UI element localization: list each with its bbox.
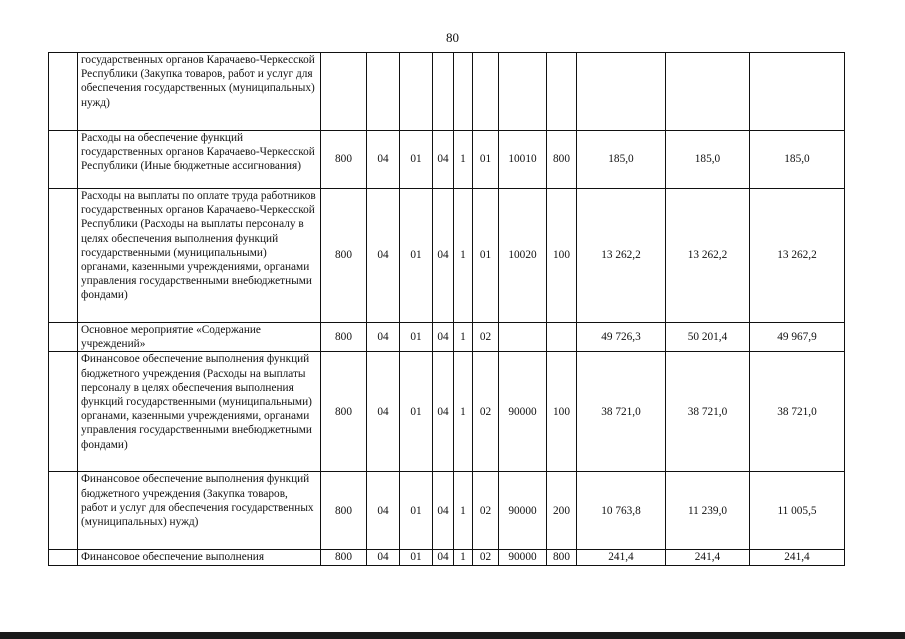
- row-number-cell: [49, 189, 78, 323]
- amount-cell: 13 262,2: [666, 189, 750, 323]
- code-cell: [547, 53, 577, 131]
- expense-name-cell: государственных органов Карачаево-Черкесской Республики (Закупка товаров, работ и услуг для обеспечения государственных (муниципальных) нужд): [78, 53, 321, 131]
- code-cell: 04: [367, 472, 400, 550]
- code-cell: 100: [547, 189, 577, 323]
- code-cell: 04: [367, 352, 400, 472]
- code-cell: 01: [473, 189, 499, 323]
- code-cell: 1: [454, 550, 473, 565]
- code-cell: 200: [547, 472, 577, 550]
- amount-cell: 50 201,4: [666, 323, 750, 352]
- code-cell: 01: [400, 550, 433, 565]
- budget-table: [48, 52, 845, 566]
- code-cell: [433, 53, 454, 131]
- amount-cell: 49 726,3: [577, 323, 666, 352]
- code-cell: 800: [321, 472, 367, 550]
- amount-cell: 185,0: [577, 131, 666, 189]
- code-cell: 01: [400, 189, 433, 323]
- code-cell: 04: [433, 472, 454, 550]
- amount-cell: 241,4: [750, 550, 845, 565]
- code-cell: 100: [547, 352, 577, 472]
- amount-cell: [750, 53, 845, 131]
- amount-cell: 241,4: [577, 550, 666, 565]
- amount-cell: 185,0: [666, 131, 750, 189]
- amount-cell: 38 721,0: [577, 352, 666, 472]
- table-row: [49, 53, 845, 131]
- expense-name-cell: Финансовое обеспечение выполнения функций бюджетного учреждения (Расходы на выплаты персоналу в целях обеспечения выполнения функций государственными (муниципальными) органами, казенными учреждениями, органами управления государственными внебюджетными фондами): [78, 352, 321, 472]
- row-number-cell: [49, 352, 78, 472]
- amount-cell: 10 763,8: [577, 472, 666, 550]
- code-cell: 04: [433, 189, 454, 323]
- amount-cell: 185,0: [750, 131, 845, 189]
- amount-cell: 13 262,2: [750, 189, 845, 323]
- code-cell: [473, 53, 499, 131]
- code-cell: 800: [547, 131, 577, 189]
- code-cell: 800: [321, 352, 367, 472]
- code-cell: 10010: [499, 131, 547, 189]
- code-cell: 10020: [499, 189, 547, 323]
- amount-cell: 13 262,2: [577, 189, 666, 323]
- expense-name-cell: Финансовое обеспечение выполнения функций бюджетного учреждения (Закупка товаров, работ и услуг для обеспечения государственных (муниципальных) нужд): [78, 472, 321, 550]
- code-cell: 01: [400, 323, 433, 352]
- table-row: [49, 131, 845, 189]
- code-cell: 1: [454, 323, 473, 352]
- row-number-cell: [49, 53, 78, 131]
- amount-cell: 11 005,5: [750, 472, 845, 550]
- amount-cell: 49 967,9: [750, 323, 845, 352]
- scan-bottom-edge: [0, 632, 905, 639]
- code-cell: 02: [473, 550, 499, 565]
- code-cell: [499, 53, 547, 131]
- code-cell: 04: [367, 131, 400, 189]
- code-cell: 04: [433, 131, 454, 189]
- code-cell: 04: [367, 323, 400, 352]
- code-cell: [321, 53, 367, 131]
- expense-name-cell: Расходы на обеспечение функций государственных органов Карачаево-Черкесской Республики (Иные бюджетные ассигнования): [78, 131, 321, 189]
- amount-cell: 38 721,0: [666, 352, 750, 472]
- code-cell: 04: [433, 323, 454, 352]
- code-cell: [367, 53, 400, 131]
- code-cell: 800: [321, 131, 367, 189]
- code-cell: 02: [473, 323, 499, 352]
- code-cell: 1: [454, 131, 473, 189]
- table-row: [49, 352, 845, 472]
- table-row: [49, 472, 845, 550]
- row-number-cell: [49, 472, 78, 550]
- code-cell: 1: [454, 352, 473, 472]
- table-row: [49, 550, 845, 565]
- page-number: 80: [446, 30, 459, 45]
- amount-cell: 241,4: [666, 550, 750, 565]
- code-cell: 04: [367, 189, 400, 323]
- code-cell: 01: [400, 131, 433, 189]
- code-cell: 02: [473, 352, 499, 472]
- code-cell: 90000: [499, 352, 547, 472]
- code-cell: [499, 323, 547, 352]
- code-cell: 01: [400, 472, 433, 550]
- amount-cell: 11 239,0: [666, 472, 750, 550]
- code-cell: 800: [321, 550, 367, 565]
- code-cell: 04: [367, 550, 400, 565]
- amount-cell: 38 721,0: [750, 352, 845, 472]
- code-cell: 800: [321, 189, 367, 323]
- table-row: [49, 189, 845, 323]
- expense-name-cell: Основное мероприятие «Содержание учреждений»: [78, 323, 321, 352]
- code-cell: 800: [547, 550, 577, 565]
- row-number-cell: [49, 131, 78, 189]
- code-cell: [547, 323, 577, 352]
- code-cell: 90000: [499, 472, 547, 550]
- code-cell: 01: [400, 352, 433, 472]
- row-number-cell: [49, 550, 78, 565]
- expense-name-cell: Расходы на выплаты по оплате труда работников государственных органов Карачаево-Черкесской Республики (Расходы на выплаты персоналу в целях обеспечения выполнения функций государственными (муниципальными) органами, казенными учреждениями, органами управления государственными внебюджетными фондами): [78, 189, 321, 323]
- code-cell: [400, 53, 433, 131]
- amount-cell: [577, 53, 666, 131]
- code-cell: 02: [473, 472, 499, 550]
- code-cell: 1: [454, 189, 473, 323]
- code-cell: 04: [433, 352, 454, 472]
- code-cell: 90000: [499, 550, 547, 565]
- code-cell: 01: [473, 131, 499, 189]
- expense-name-cell: Финансовое обеспечение выполнения: [78, 550, 321, 565]
- code-cell: [454, 53, 473, 131]
- row-number-cell: [49, 323, 78, 352]
- code-cell: 04: [433, 550, 454, 565]
- code-cell: 800: [321, 323, 367, 352]
- table-row: [49, 323, 845, 352]
- code-cell: 1: [454, 472, 473, 550]
- amount-cell: [666, 53, 750, 131]
